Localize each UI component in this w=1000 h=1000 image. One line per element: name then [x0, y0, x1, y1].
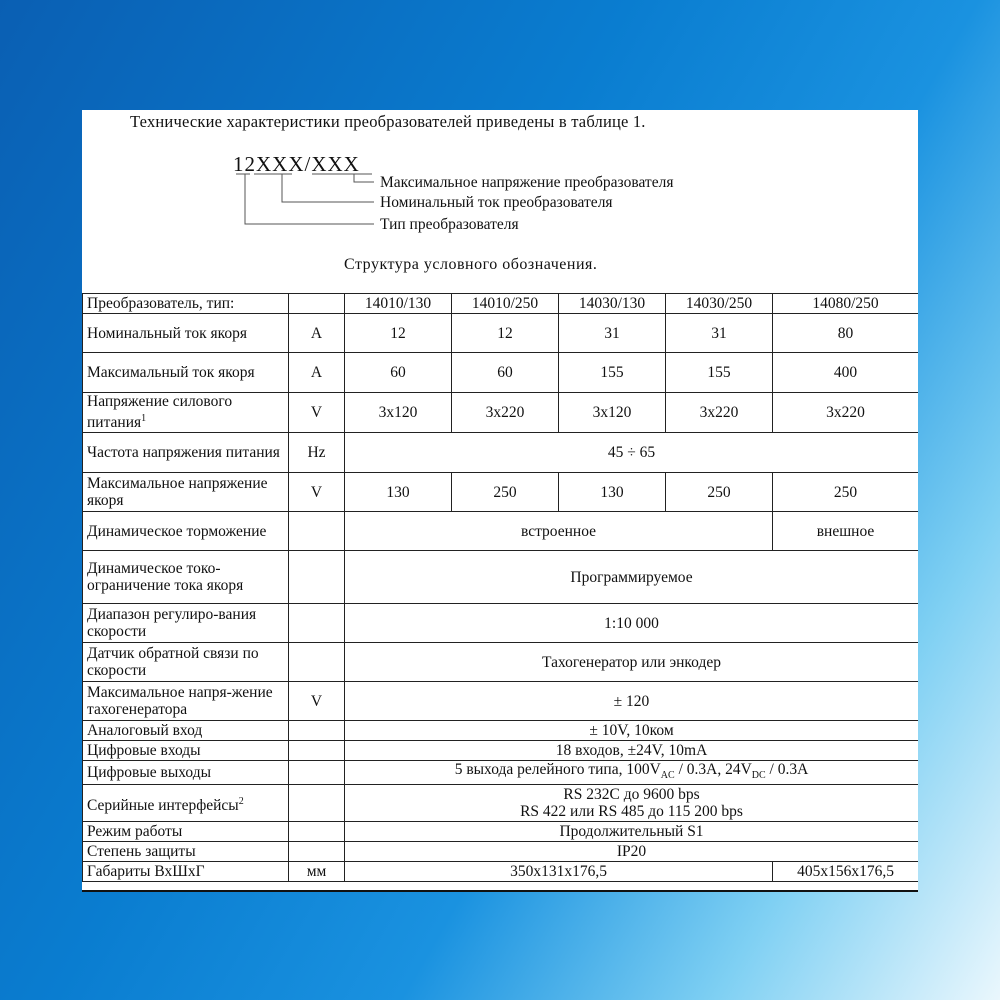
row-label: [83, 512, 289, 551]
table-row: [83, 314, 919, 353]
row-label-text: Режим работы: [87, 823, 183, 841]
row-value: 12: [345, 314, 452, 353]
row-label: [83, 721, 289, 741]
row-label-text: Номинальный ток якоря: [87, 324, 247, 342]
row-label-text: Динамическое токо-ограничение тока якоря: [87, 560, 244, 594]
row-value: 31: [666, 314, 773, 353]
row-label: [83, 393, 289, 433]
row-unit: [289, 822, 345, 842]
output-text: / 0.3A, 24V: [674, 761, 752, 778]
row-unit: [289, 785, 345, 822]
model-14010-130: 14010/130: [345, 294, 452, 314]
row-unit: [289, 604, 345, 643]
table-row: [83, 721, 919, 741]
row-label: [83, 353, 289, 393]
model-14030-250: 14030/250: [666, 294, 773, 314]
row-label-text: Датчик обратной связи по скорости: [87, 645, 259, 679]
legend-voltage: Максимальное напряжение преобразователя: [380, 174, 674, 191]
footnote-mark: 2: [238, 795, 244, 807]
legend-type: Тип преобразователя: [380, 216, 519, 233]
row-label: [83, 682, 289, 721]
table-row: [83, 785, 919, 822]
row-label: [83, 314, 289, 353]
table-row: [83, 643, 919, 682]
row-label: [83, 842, 289, 862]
output-text: 5 выхода релейного типа, 100V: [454, 761, 661, 778]
row-unit: V: [289, 473, 345, 512]
legend-current: Номинальный ток преобразователя: [380, 194, 613, 211]
row-value: 31: [559, 314, 666, 353]
footnote-mark: 1: [141, 413, 147, 425]
subscript: DC: [751, 770, 766, 782]
row-label: [83, 741, 289, 761]
code-designation: 12XXX/XXX: [233, 152, 360, 176]
row-value: 155: [666, 353, 773, 393]
row-unit: [289, 741, 345, 761]
model-14010-250: 14010/250: [452, 294, 559, 314]
row-merged-value: 45 ÷ 65: [345, 433, 919, 473]
row-value: 130: [345, 473, 452, 512]
row-label-text: Напряжение силового питания: [87, 393, 233, 432]
row-value-group: 350x131x176,5: [345, 862, 773, 882]
row-merged-value: ± 10V, 10ком: [345, 721, 919, 741]
row-unit: [289, 551, 345, 604]
output-text: / 0.3A: [765, 761, 809, 778]
table-row: [83, 604, 919, 643]
row-value: 250: [773, 473, 919, 512]
spec-table: [82, 293, 918, 882]
row-value: 250: [452, 473, 559, 512]
row-label-text: Частота напряжения питания: [87, 444, 280, 461]
header-unit: [289, 294, 345, 314]
row-unit: A: [289, 314, 345, 353]
row-label: [83, 551, 289, 604]
table-row: [83, 822, 919, 842]
model-14030-130: 14030/130: [559, 294, 666, 314]
table-row: [83, 353, 919, 393]
intro-text: Технические характеристики преобразователей приведены в таблице 1.: [130, 112, 646, 131]
row-unit: V: [289, 393, 345, 433]
row-unit: [289, 761, 345, 785]
row-merged-value: 18 входов, ±24V, 10mA: [345, 741, 919, 761]
header-label: Преобразователь, тип:: [83, 294, 289, 314]
row-label-text: Серийные интерфейсы: [87, 796, 239, 814]
row-unit: Hz: [289, 433, 345, 473]
row-merged-value: Тахогенератор или энкодер: [345, 643, 919, 682]
row-merged-value: Продолжительный S1: [345, 822, 919, 842]
row-unit: мм: [289, 862, 345, 882]
row-unit: V: [289, 682, 345, 721]
row-value: 3x120: [559, 393, 666, 433]
row-unit: [289, 842, 345, 862]
table-header-row: [83, 294, 919, 314]
row-label-text: Степень защиты: [87, 843, 196, 861]
row-value: 3x220: [773, 393, 919, 433]
row-label-text: Максимальное напря-жение тахогенератора: [87, 684, 273, 718]
row-value: 12: [452, 314, 559, 353]
row-label-text: Цифровые выходы: [87, 764, 212, 782]
row-unit: [289, 721, 345, 741]
interface-line: RS 422 или RS 485 до 115 200 bps: [520, 803, 743, 821]
row-merged-value: [345, 785, 919, 822]
table-row: [83, 551, 919, 604]
row-unit: [289, 643, 345, 682]
row-unit: [289, 512, 345, 551]
table-row: [83, 761, 919, 785]
model-14080-250: 14080/250: [773, 294, 919, 314]
row-label: [83, 473, 289, 512]
bottom-edge: [82, 890, 918, 892]
row-label: [83, 862, 289, 882]
row-value: 3x120: [345, 393, 452, 433]
row-unit: A: [289, 353, 345, 393]
row-merged-value: [345, 761, 919, 785]
table-row: [83, 862, 919, 882]
interface-line: RS 232C до 9600 bps: [563, 786, 700, 804]
leader-current: [282, 174, 374, 202]
row-merged-value: IP20: [345, 842, 919, 862]
table-row: [83, 682, 919, 721]
row-value: 3x220: [452, 393, 559, 433]
table-row: [83, 393, 919, 433]
row-value-last: 405x156x176,5: [773, 862, 919, 882]
row-label: [83, 604, 289, 643]
table-row: [83, 433, 919, 473]
row-label: [83, 822, 289, 842]
scheme-caption: Структура условного обозначения.: [344, 256, 598, 273]
row-merged-value: Программируемое: [345, 551, 919, 604]
subscript: AC: [660, 770, 675, 782]
row-value-last: внешное: [773, 512, 919, 551]
table-row: [83, 512, 919, 551]
row-label: [83, 643, 289, 682]
row-value-group: встроенное: [345, 512, 773, 551]
row-value: 3x220: [666, 393, 773, 433]
document-sheet: [82, 110, 918, 892]
row-merged-value: ± 120: [345, 682, 919, 721]
row-label-text: Динамическое торможение: [87, 522, 267, 540]
row-label-text: Цифровые входы: [87, 742, 201, 759]
row-label-text: Габариты ВхШхГ: [87, 863, 205, 881]
row-value: 155: [559, 353, 666, 393]
row-label: [83, 785, 289, 822]
row-value: 60: [452, 353, 559, 393]
row-value: 130: [559, 473, 666, 512]
table-row: [83, 842, 919, 862]
row-label: [83, 761, 289, 785]
row-label-text: Максимальное напряжение якоря: [87, 475, 268, 509]
row-label: [83, 433, 289, 473]
row-merged-value: 1:10 000: [345, 604, 919, 643]
table-row: [83, 473, 919, 512]
row-value: 250: [666, 473, 773, 512]
row-label-text: Максимальный ток якоря: [87, 364, 255, 381]
leader-voltage: [354, 174, 374, 182]
table-row: [83, 741, 919, 761]
row-label-text: Диапазон регулиро-вания скорости: [87, 606, 257, 640]
row-value: 80: [773, 314, 919, 353]
row-value: 400: [773, 353, 919, 393]
row-label-text: Аналоговый вход: [87, 722, 203, 739]
row-value: 60: [345, 353, 452, 393]
